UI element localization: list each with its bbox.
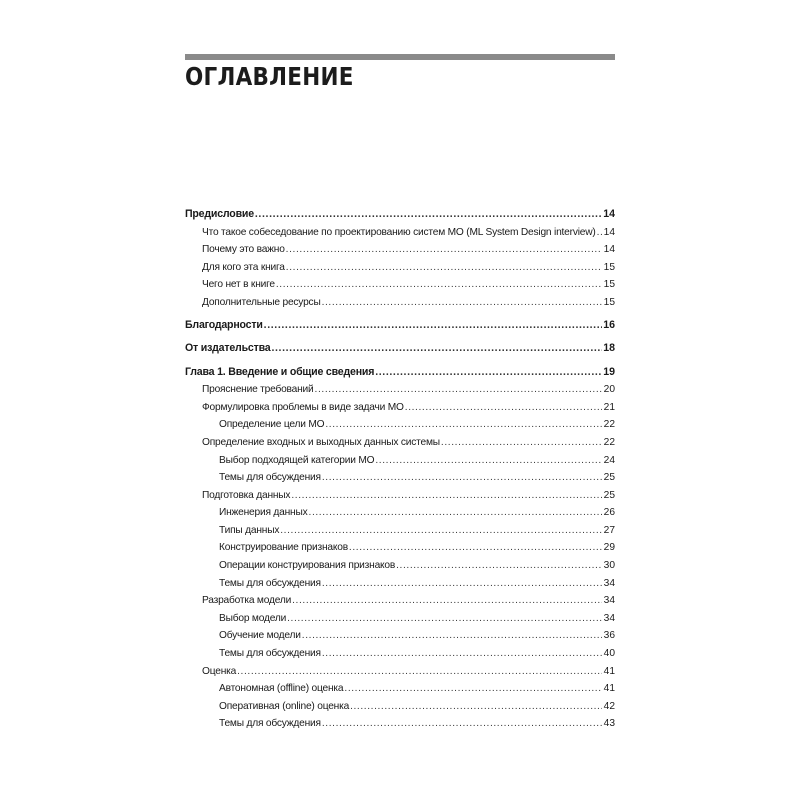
dot-leader (344, 680, 602, 698)
toc-entry-page-number: 41 (603, 683, 615, 695)
toc-entry-page-number: 29 (603, 542, 615, 554)
toc-entry[interactable] (185, 469, 615, 487)
toc-entry-label: Формулировка проблемы в виде задачи МО (202, 401, 404, 413)
toc-entry-label: Темы для обсуждения (219, 718, 321, 730)
toc-entry-label: Оперативная (online) оценка (219, 700, 350, 712)
dot-leader (292, 592, 602, 610)
toc-entry-page-number: 22 (603, 436, 615, 448)
dot-leader (322, 715, 602, 733)
dot-leader (315, 381, 602, 399)
dot-leader (322, 294, 602, 312)
toc-entry-page-number: 25 (603, 472, 615, 484)
toc-entry-page-number: 16 (603, 319, 615, 332)
toc-entry[interactable] (185, 340, 615, 358)
toc-entry-label: Прояснение требований (202, 384, 314, 396)
dot-leader (291, 487, 602, 505)
toc-entry-label: Глава 1. Введение и общие сведения (185, 365, 375, 378)
toc-entry-label: Что такое собеседование по проектированию систем МО (ML System Design interview) (202, 226, 596, 238)
toc-entry[interactable] (185, 224, 615, 242)
toc-entry-page-number: 15 (603, 279, 615, 291)
toc-entry[interactable] (185, 317, 615, 335)
toc-entry[interactable] (185, 487, 615, 505)
toc-entry[interactable] (185, 663, 615, 681)
toc-entry[interactable] (185, 698, 615, 716)
dot-leader (286, 241, 602, 259)
toc-entry-page-number: 22 (603, 419, 615, 431)
toc-entry-page-number: 14 (603, 226, 615, 238)
toc-entry[interactable] (185, 627, 615, 645)
toc-entry-label: Конструирование признаков (219, 542, 348, 554)
toc-entry-page-number: 26 (603, 507, 615, 519)
toc-entry-page-number: 40 (603, 648, 615, 660)
toc-entry-page-number: 34 (603, 577, 615, 589)
dot-leader (597, 224, 602, 242)
dot-leader (280, 522, 602, 540)
toc-entry[interactable] (185, 539, 615, 557)
dot-leader (237, 663, 602, 681)
toc-entry-label: Определение входных и выходных данных системы (202, 436, 440, 448)
dot-leader (349, 539, 602, 557)
toc-entry-page-number: 15 (603, 296, 615, 308)
page-title: ОГЛАВЛЕНИЕ (185, 62, 354, 91)
toc-entry-page-number: 14 (603, 208, 615, 220)
dot-leader (441, 434, 602, 452)
toc-entry-label: Инженерия данных (219, 507, 308, 519)
toc-entry-page-number: 21 (603, 401, 615, 413)
toc-entry-label: От издательства (185, 342, 271, 355)
toc-entry-label: Операции конструирования признаков (219, 560, 396, 572)
toc-entry-label: Выбор подходящей категории МО (219, 454, 375, 466)
dot-leader (375, 452, 602, 470)
dot-leader (264, 317, 602, 335)
header-rule (185, 54, 615, 60)
dot-leader (396, 557, 602, 575)
toc-entry[interactable] (185, 416, 615, 434)
toc-entry-label: Чего нет в книге (202, 279, 275, 291)
dot-leader (302, 627, 602, 645)
toc-entry[interactable] (185, 522, 615, 540)
toc-entry-label: Типы данных (219, 524, 280, 536)
toc-entry-page-number: 34 (603, 595, 615, 607)
toc-entry-label: Обучение модели (219, 630, 301, 642)
dot-leader (271, 340, 602, 358)
toc-entry[interactable] (185, 364, 615, 382)
toc-entry-page-number: 30 (603, 560, 615, 572)
toc-entry[interactable] (185, 259, 615, 277)
toc-entry-label: Благодарности (185, 319, 263, 332)
dot-leader (287, 610, 602, 628)
dot-leader (276, 276, 602, 294)
toc-entry-label: Предисловие (185, 208, 254, 220)
toc-entry[interactable] (185, 294, 615, 312)
toc-entry[interactable] (185, 241, 615, 259)
dot-leader (309, 504, 602, 522)
toc-entry[interactable] (185, 504, 615, 522)
toc-entry-page-number: 27 (603, 524, 615, 536)
toc-entry-page-number: 19 (603, 365, 615, 378)
toc-entry-page-number: 34 (603, 612, 615, 624)
toc-entry-page-number: 15 (603, 261, 615, 273)
toc-entry[interactable] (185, 557, 615, 575)
toc-entry[interactable] (185, 715, 615, 733)
dot-leader (350, 698, 602, 716)
toc-entry-page-number: 25 (603, 489, 615, 501)
toc-entry[interactable] (185, 381, 615, 399)
toc-entry[interactable] (185, 645, 615, 663)
table-of-contents (185, 206, 615, 733)
toc-entry-label: Для кого эта книга (202, 261, 285, 273)
toc-entry-label: Оценка (202, 665, 237, 677)
dot-leader (322, 575, 602, 593)
toc-entry[interactable] (185, 592, 615, 610)
dot-leader (286, 259, 602, 277)
toc-entry[interactable] (185, 575, 615, 593)
toc-entry-page-number: 36 (603, 630, 615, 642)
toc-entry-page-number: 42 (603, 700, 615, 712)
dot-leader (322, 469, 602, 487)
toc-entry[interactable] (185, 399, 615, 417)
toc-entry[interactable] (185, 434, 615, 452)
toc-entry[interactable] (185, 206, 615, 224)
toc-entry-label: Выбор модели (219, 612, 287, 624)
toc-entry-label: Темы для обсуждения (219, 472, 321, 484)
toc-entry-page-number: 43 (603, 718, 615, 730)
toc-entry-label: Темы для обсуждения (219, 648, 321, 660)
dot-leader (375, 364, 602, 382)
dot-leader (255, 206, 602, 224)
toc-entry-label: Автономная (offline) оценка (219, 683, 344, 695)
toc-entry-page-number: 41 (603, 665, 615, 677)
toc-entry-label: Темы для обсуждения (219, 577, 321, 589)
dot-leader (325, 416, 602, 434)
toc-entry-page-number: 18 (603, 342, 615, 355)
toc-entry-page-number: 24 (603, 454, 615, 466)
toc-entry[interactable] (185, 610, 615, 628)
toc-entry[interactable] (185, 680, 615, 698)
toc-entry-label: Разработка модели (202, 595, 292, 607)
dot-leader (322, 645, 602, 663)
toc-entry-label: Подготовка данных (202, 489, 291, 501)
dot-leader (405, 399, 602, 417)
toc-entry-page-number: 20 (603, 384, 615, 396)
toc-entry-label: Дополнительные ресурсы (202, 296, 321, 308)
toc-entry-label: Почему это важно (202, 244, 285, 256)
toc-entry-label: Определение цели МО (219, 419, 325, 431)
toc-entry[interactable] (185, 452, 615, 470)
toc-entry[interactable] (185, 276, 615, 294)
toc-entry-page-number: 14 (603, 244, 615, 256)
